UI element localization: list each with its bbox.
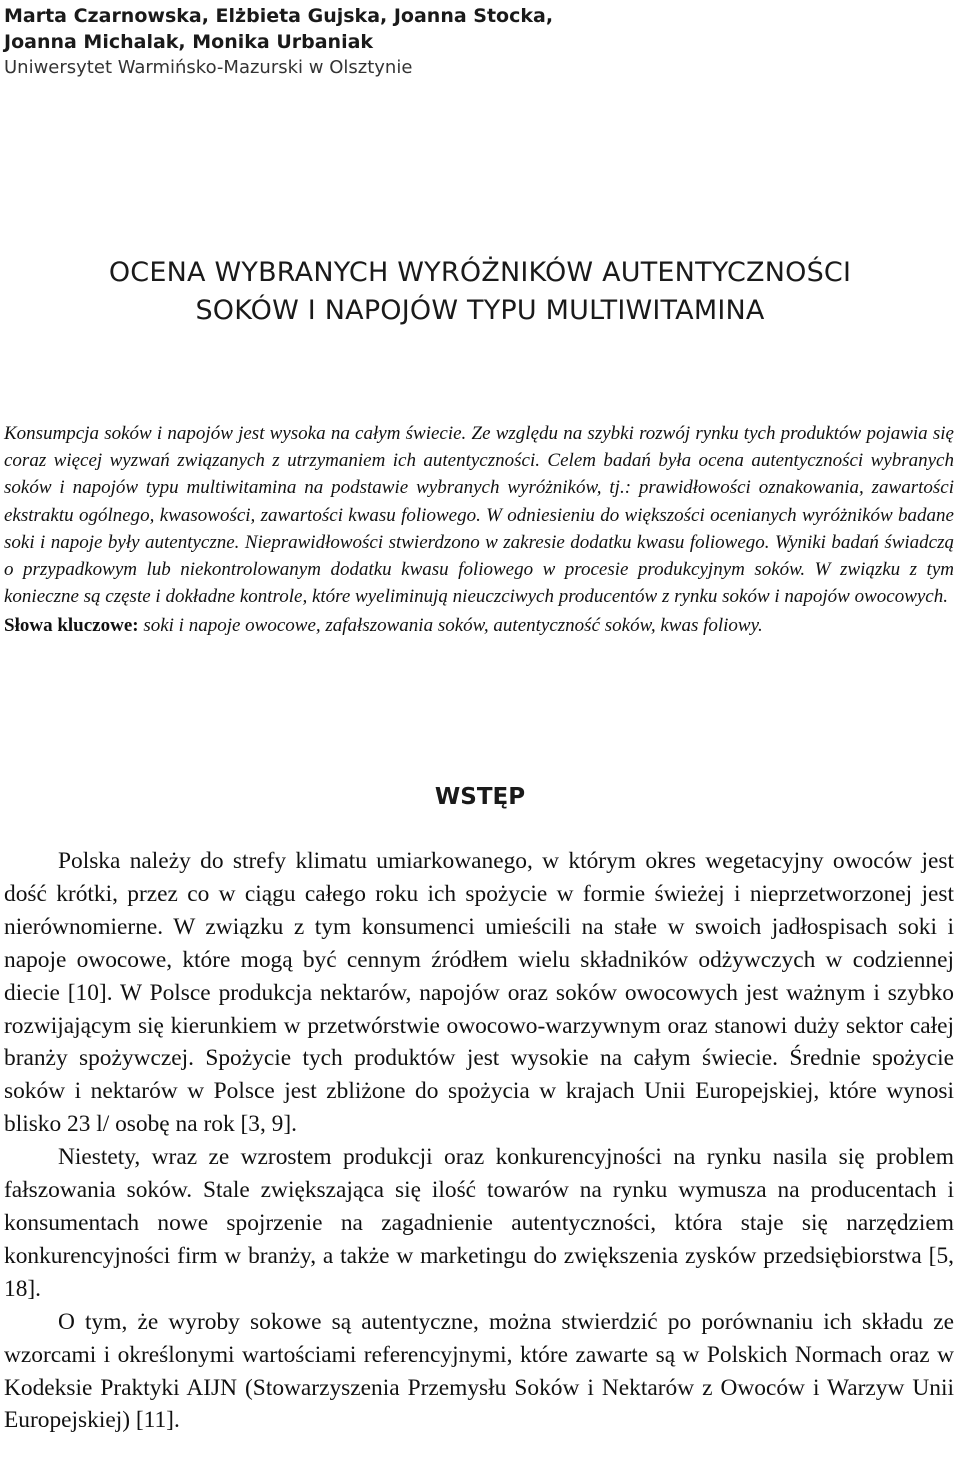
abstract-text: Konsumpcja soków i napojów jest wysoka na całym świecie. Ze względu na szybki rozwój rynku tych produktów pojawia się coraz więcej wyzwań związanych z utrzymaniem ich autentyczności. Celem badań była ocena autentyczności wybranych soków i napojów typu multiwitamina na podstawie wybranych wyróżników, tj.: prawidłowości oznakowania, zawartości ekstraktu ogólnego, kwasowości, zawartości kwasu foliowego. W odniesieniu do większości ocenianych wyróżników badane soki i napoje były autentyczne. Nieprawidłowości stwierdzono w zakresie dodatku kwasu foliowego. Wyniki badań świadczą o przypadkowym lub niekontrolowanym dodatku kwasu foliowego w procesie produkcyjnym soków. W związku z tym konieczne są częste i dokładne kontrole, które wyeliminują nieuczciwych producentów z rynku soków i napojów owocowych. (4, 423, 954, 608)
authors-line-2: Joanna Michalak, Monika Urbaniak (4, 31, 374, 53)
affiliation: Uniwersytet Warmińsko-Mazurski w Olsztynie (4, 57, 413, 78)
author-block (4, 3, 553, 81)
paragraph-1: Polska należy do strefy klimatu umiarkowanego, w którym okres wegetacyjny owoców jest dość krótki, przez co w ciągu całego roku ich spożycie w formie świeżej i nieprzetworzonej jest nierównomierne. W związku z tym konsumenci umieścili na stałe w swoich jadłospisach soki i napoje owocowe, które mogą być cennym źródłem wielu składników odżywczych w codziennej diecie [10]. W Polsce produkcja nektarów, napojów oraz soków owocowych jest ważnym i szybko rozwijającym się kierunkiem w przetwórstwie owocowo-warzywnym oraz stanowi duży sektor całej branży spożywczej. Spożycie tych produktów jest wysokie na całym świecie. Średnie spożycie soków i nektarów w Polsce jest zbliżone do spożycia w krajach Unii Europejskiej, które wynosi blisko 23 l/ osobę na rok [3, 9]. (4, 848, 954, 1138)
title-line-1: OCENA WYBRANYCH WYRÓŻNIKÓW AUTENTYCZNOŚCI (108, 257, 852, 288)
section-heading: WSTĘP (434, 784, 526, 810)
paragraph-2: Niestety, wraz ze wzrostem produkcji oraz konkurencyjności na rynku nasila się problem fałszowania soków. Stale zwiększająca się ilość towarów na rynku wymusza na producentach i konsumentach nowe spojrzenie na zagadnienie autentyczności, która staje się narzędziem konkurencyjności firm w branży, a także w marketingu do zwiększenia zysków przedsiębiorstwa [5, 18]. (4, 1144, 954, 1302)
abstract (4, 420, 954, 640)
title-line-2: SOKÓW I NAPOJÓW TYPU MULTIWITAMINA (195, 295, 765, 326)
paper-title (0, 254, 960, 330)
keywords (4, 612, 954, 639)
keywords-list: soki i napoje owocowe, zafałszowania soków, autentyczność soków, kwas foliowy. (143, 615, 763, 637)
paragraph-3: O tym, że wyroby sokowe są autentyczne, można stwierdzić po porównaniu ich składu ze wzorcami i określonymi wartościami referencyjnymi, które zawarte są w Polskich Normach oraz w Kodeksie Praktyki AIJN (Stowarzyszenia Przemysłu Soków i Nektarów z Owoców i Warzyw Unii Europejskiej) [11]. (4, 1308, 954, 1434)
section-body (4, 845, 954, 1437)
authors-line-1: Marta Czarnowska, Elżbieta Gujska, Joanna Stocka, (4, 5, 554, 27)
keywords-label: Słowa kluczowe: (4, 615, 139, 637)
